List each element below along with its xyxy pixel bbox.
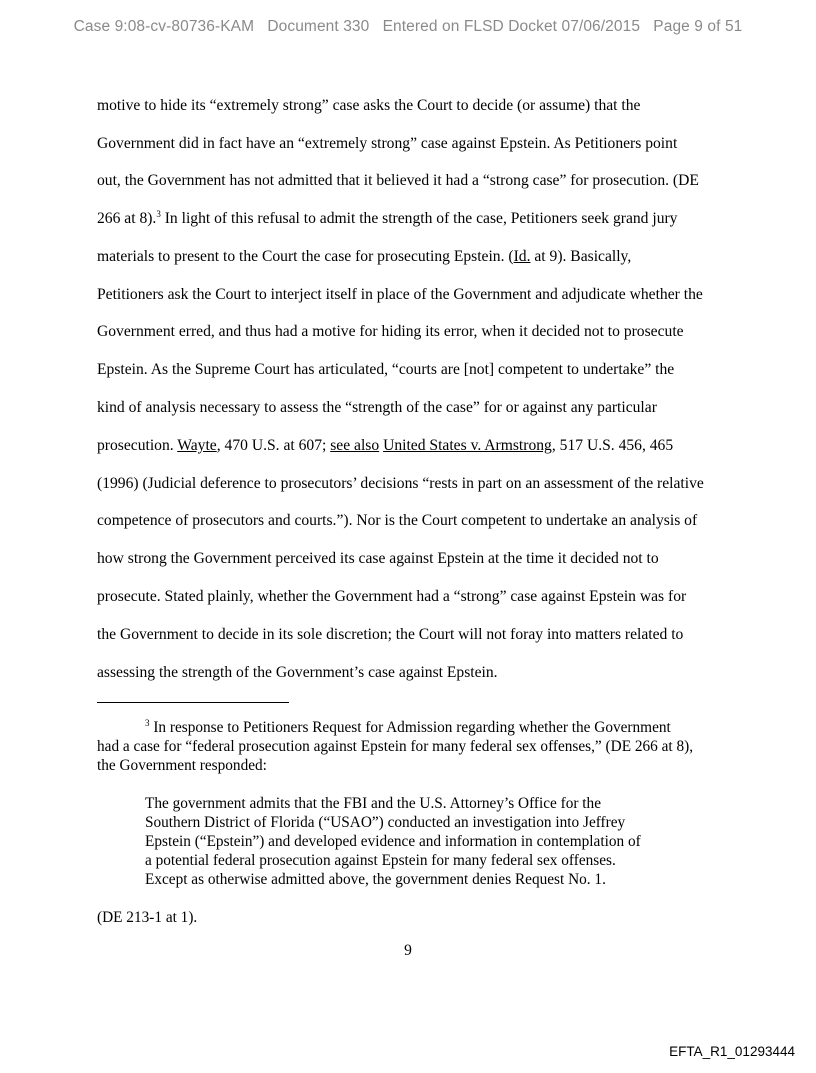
- body-line: assessing the strength of the Government’s case against Epstein.: [97, 664, 498, 681]
- body-line: [97, 437, 673, 455]
- quote-line: Southern District of Florida (“USAO”) conducted an investigation into Jeffrey: [145, 814, 626, 831]
- footnote-line: [145, 719, 671, 737]
- footnote-divider: [97, 702, 289, 703]
- body-line: (1996) (Judicial deference to prosecutors’ decisions “rests in part on an assessment of the relative: [97, 475, 704, 492]
- text-segment: In response to Petitioners Request for Admission regarding whether the Government: [149, 719, 671, 736]
- body-line: out, the Government has not admitted that it believed it had a “strong case” for prosecution. (DE: [97, 172, 699, 189]
- text-segment: prosecution.: [97, 437, 178, 454]
- text-segment: , 517 U.S. 456, 465: [551, 437, 674, 454]
- footnote-citation: (DE 213-1 at 1).: [97, 909, 198, 926]
- body-line: motive to hide its “extremely strong” case asks the Court to decide (or assume) that the: [97, 97, 641, 114]
- footnote-line: had a case for “federal prosecution against Epstein for many federal sex offenses,” (DE 266 at 8),: [97, 738, 694, 755]
- body-line: Government did in fact have an “extremely strong” case against Epstein. As Petitioners point: [97, 135, 678, 152]
- body-line: Petitioners ask the Court to interject itself in place of the Government and adjudicate whether the: [97, 286, 703, 303]
- quote-line: Except as otherwise admitted above, the government denies Request No. 1.: [145, 871, 606, 888]
- page-number: 9: [404, 942, 412, 959]
- citation-id: Id.: [513, 248, 531, 265]
- body-line: [97, 210, 677, 228]
- body-line: the Government to decide in its sole discretion; the Court will not foray into matters related to: [97, 626, 684, 643]
- text-segment: at 9). Basically,: [530, 248, 632, 265]
- footnote-marker: 3: [145, 718, 150, 728]
- citation-signal: see also: [330, 437, 380, 454]
- footnote-line: the Government responded:: [97, 757, 267, 774]
- citation-armstrong: United States v. Armstrong: [383, 437, 552, 454]
- text-segment: materials to present to the Court the case for prosecuting Epstein. (: [97, 248, 514, 265]
- body-line: Epstein. As the Supreme Court has articulated, “courts are [not] competent to undertake” the: [97, 361, 675, 378]
- docket-header: Case 9:08-cv-80736-KAM Document 330 Entered on FLSD Docket 07/06/2015 Page 9 of 51: [73, 18, 743, 35]
- body-line: competence of prosecutors and courts.”). Nor is the Court competent to undertake an analysis of: [97, 512, 698, 529]
- text-segment: , 470 U.S. at 607;: [216, 437, 331, 454]
- body-line: Government erred, and thus had a motive for hiding its error, when it decided not to prosecute: [97, 323, 684, 340]
- bates-number: EFTA_R1_01293444: [669, 1044, 795, 1059]
- quote-line: The government admits that the FBI and the U.S. Attorney’s Office for the: [145, 795, 601, 812]
- text-segment: 266 at 8).: [97, 210, 157, 227]
- footnote-ref: 3: [156, 209, 161, 219]
- body-line: prosecute. Stated plainly, whether the Government had a “strong” case against Epstein was for: [97, 588, 687, 605]
- quote-line: a potential federal prosecution against Epstein for many federal sex offenses.: [145, 852, 616, 869]
- citation-wayte: Wayte: [177, 437, 217, 454]
- body-line: how strong the Government perceived its case against Epstein at the time it decided not to: [97, 550, 659, 567]
- body-line: [97, 248, 631, 266]
- quote-line: Epstein (“Epstein”) and developed evidence and information in contemplation of: [145, 833, 641, 850]
- text-segment: In light of this refusal to admit the strength of the case, Petitioners seek grand jury: [160, 210, 678, 227]
- body-line: kind of analysis necessary to assess the “strength of the case” for or against any particular: [97, 399, 657, 416]
